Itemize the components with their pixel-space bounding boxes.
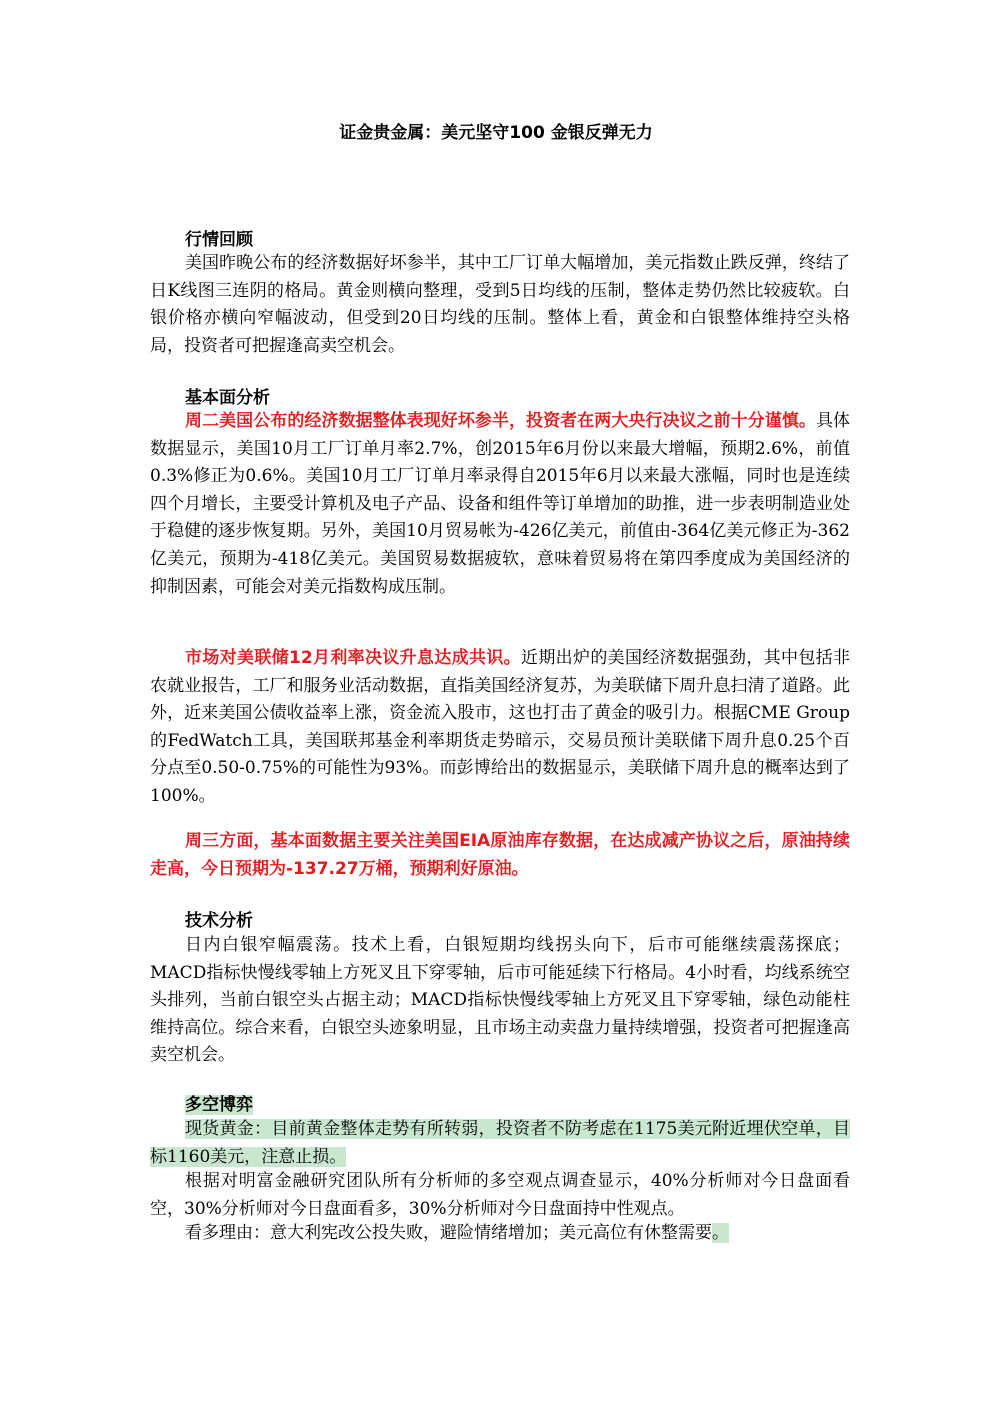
paragraph-fundamental-1 [150,408,850,601]
paragraph-fundamental-2 [150,645,850,811]
fundamental-1-highlight: 周二美国公布的经济数据整体表现好坏参半，投资者在两大央行决议之前十分谨慎。 [185,411,816,431]
bullish-reasons-text: 看多理由：意大利宪改公投失败，避险情绪增加；美元高位有休整需要 [185,1223,712,1243]
paragraph-technical: 日内白银窄幅震荡。技术上看，白银短期均线拐头向下，后市可能继续震荡探底；MACD指标快慢线零轴上方死叉且下穿零轴，后市可能延续下行格局。4小时看，均线系统空头排列，当前白银空头占据主动；MACD指标快慢线零轴上方死叉且下穿零轴，绿色动能柱维持高位。综合来看，白银空头迹象明显，且市场主动卖盘力量持续增强，投资者可把握逢高卖空机会。 [150,935,850,1066]
paragraph-survey: 根据对明富金融研究团队所有分析师的多空观点调查显示，40%分析师对今日盘面看空，30%分析师对今日盘面看多，30%分析师对今日盘面持中性观点。 [150,1171,850,1219]
heading-long-short [185,1093,253,1117]
paragraph-bullish-reasons [150,1220,850,1248]
fundamental-2-text: 近期出炉的美国经济数据强劲，其中包括非农就业报告，工厂和服务业活动数据，直指美国经济复苏，为美联储下周升息扫清了道路。此外，近来美国公债收益率上涨，资金流入股市，这也打击了黄金的吸引力。根据CME Group的FedWatch工具，美国联邦基金利率期货走势暗示，交易员预计美联储下周升息0.25个百分点至0.50-0.75%的可能性为93%。而彭博给出的数据显示，美联储下周升息的概率达到了100%。 [150,648,850,806]
heading-long-short-text: 多空博弈 [185,1095,253,1115]
fundamental-2-highlight: 市场对美联储12月利率决议升息达成共识。 [185,648,521,668]
spot-gold-highlight: 现货黄金：目前黄金整体走势有所转弱，投资者不防考虑在1175美元附近埋伏空单，目标1160美元，注意止损。 [150,1119,850,1167]
heading-fundamental-analysis: 基本面分析 [185,388,270,408]
fundamental-1-text: 具体数据显示，美国10月工厂订单月率2.7%，创2015年6月份以来最大增幅，预期2.6%，前值0.3%修正为0.6%。美国10月工厂订单月率录得自2015年6月以来最大涨幅，同时也是连续四个月增长，主要受计算机及电子产品、设备和组件等订单增加的助推，进一步表明制造业处于稳健的逐步恢复期。另外，美国10月贸易帐为-426亿美元，前值由-364亿美元修正为-362亿美元，预期为-418亿美元。美国贸易数据疲软，意味着贸易将在第四季度成为美国经济的抑制因素，可能会对美元指数构成压制。 [150,411,851,597]
heading-technical-analysis: 技术分析 [185,911,253,931]
heading-market-review: 行情回顾 [185,230,253,250]
paragraph-market-review: 美国昨晚公布的经济数据好坏参半，其中工厂订单大幅增加，美元指数止跌反弹，终结了日K线图三连阴的格局。黄金则横向整理，受到5日均线的压制，整体走势仍然比较疲软。白银价格亦横向窄幅波动，但受到20日均线的压制。整体上看，黄金和白银整体维持空头格局，投资者可把握逢高卖空机会。 [150,253,850,356]
bullish-reasons-end: 。 [712,1223,729,1243]
document-title: 证金贵金属：美元坚守100 金银反弹无力 [339,123,653,143]
paragraph-spot-gold [150,1116,850,1171]
paragraph-fundamental-3: 周三方面，基本面数据主要关注美国EIA原油库存数据，在达成减产协议之后，原油持续走高，今日预期为-137.27万桶，预期利好原油。 [150,831,850,879]
